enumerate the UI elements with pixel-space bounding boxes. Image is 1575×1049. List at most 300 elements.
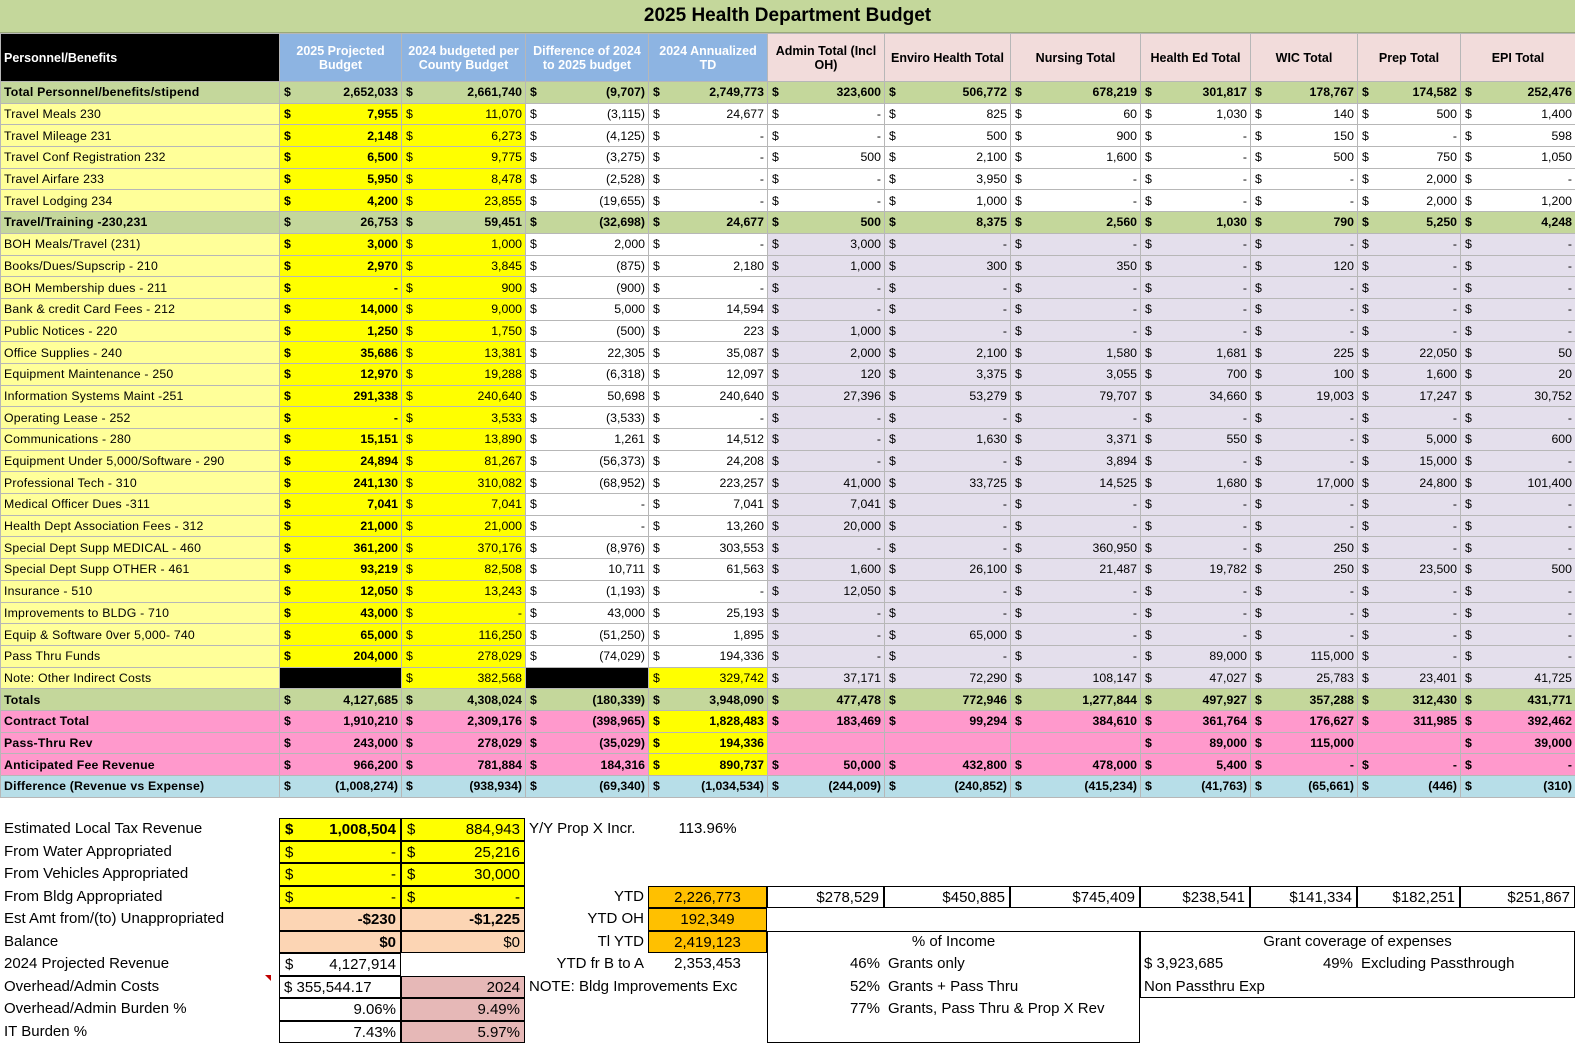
row-label[interactable]: BOH Membership dues - 211 bbox=[1, 277, 280, 299]
table-cell[interactable]: $ 24,208 bbox=[649, 450, 768, 472]
table-cell[interactable]: $ (180,339) bbox=[526, 689, 649, 711]
table-cell[interactable]: $ 14,000 bbox=[280, 298, 402, 320]
table-cell[interactable]: $ 678,219 bbox=[1011, 82, 1141, 104]
table-cell[interactable]: $ 183,469 bbox=[768, 710, 885, 732]
table-cell[interactable]: $ 350 bbox=[1011, 255, 1141, 277]
table-cell[interactable]: $ 19,782 bbox=[1141, 559, 1251, 581]
table-cell[interactable]: $ 3,000 bbox=[280, 233, 402, 255]
table-cell[interactable]: $ 13,243 bbox=[402, 580, 526, 602]
table-cell[interactable]: $ 30,752 bbox=[1461, 385, 1575, 407]
row-label[interactable]: Special Dept Supp OTHER - 461 bbox=[1, 559, 280, 581]
label[interactable]: Grants, Pass Thru & Prop X Rev bbox=[888, 1000, 1105, 1017]
table-cell[interactable]: $ - bbox=[1461, 407, 1575, 429]
table-cell[interactable]: $ 79,707 bbox=[1011, 385, 1141, 407]
table-cell[interactable]: $ - bbox=[885, 320, 1011, 342]
table-cell[interactable]: $ - bbox=[1461, 580, 1575, 602]
table-cell[interactable]: $ 41,000 bbox=[768, 472, 885, 494]
table-cell[interactable]: $ 2,000 bbox=[526, 233, 649, 255]
table-cell[interactable]: $ 497,927 bbox=[1141, 689, 1251, 711]
table-cell[interactable]: $ 24,894 bbox=[280, 450, 402, 472]
table-cell[interactable]: $ 300 bbox=[885, 255, 1011, 277]
table-cell[interactable]: $ 225 bbox=[1251, 342, 1358, 364]
table-cell[interactable]: $ 50 bbox=[1461, 342, 1575, 364]
value-cell[interactable]: 2,353,453 bbox=[674, 955, 741, 972]
row-label[interactable]: Travel/Training -230,231 bbox=[1, 212, 280, 234]
table-cell[interactable]: $ - bbox=[885, 277, 1011, 299]
table-cell[interactable]: $ 1,030 bbox=[1141, 103, 1251, 125]
table-cell[interactable]: $ 7,041 bbox=[402, 494, 526, 516]
table-cell[interactable]: $ (68,952) bbox=[526, 472, 649, 494]
table-cell[interactable]: $ - bbox=[1461, 168, 1575, 190]
table-cell[interactable]: $ - bbox=[1141, 255, 1251, 277]
table-cell[interactable]: $ 4,200 bbox=[280, 190, 402, 212]
table-cell[interactable] bbox=[1011, 732, 1141, 754]
table-cell[interactable]: $ 1,200 bbox=[1461, 190, 1575, 212]
table-cell[interactable]: $ 194,336 bbox=[649, 645, 768, 667]
table-cell[interactable]: $ 477,478 bbox=[768, 689, 885, 711]
table-cell[interactable]: $ - bbox=[1141, 450, 1251, 472]
table-cell[interactable]: $ 700 bbox=[1141, 363, 1251, 385]
column-header[interactable]: Nursing Total bbox=[1011, 34, 1141, 82]
table-cell[interactable]: $ 7,041 bbox=[280, 494, 402, 516]
table-cell[interactable]: $ 1,277,844 bbox=[1011, 689, 1141, 711]
value-cell[interactable]: $0 bbox=[279, 931, 401, 954]
table-cell[interactable]: $ 500 bbox=[768, 212, 885, 234]
table-cell[interactable]: $ - bbox=[768, 298, 885, 320]
column-header[interactable]: WIC Total bbox=[1251, 34, 1358, 82]
table-cell[interactable]: $ 174,582 bbox=[1358, 82, 1461, 104]
table-cell[interactable]: $ 60 bbox=[1011, 103, 1141, 125]
value-cell[interactable]: 2,226,773 bbox=[648, 886, 767, 909]
table-cell[interactable]: $ 2,970 bbox=[280, 255, 402, 277]
table-cell[interactable]: $ 4,308,024 bbox=[402, 689, 526, 711]
table-cell[interactable]: $ 24,677 bbox=[649, 103, 768, 125]
table-cell[interactable]: $ - bbox=[1011, 515, 1141, 537]
table-cell[interactable]: $ - bbox=[1461, 298, 1575, 320]
row-label[interactable]: BOH Meals/Travel (231) bbox=[1, 233, 280, 255]
table-cell[interactable]: $ 14,512 bbox=[649, 429, 768, 451]
table-cell[interactable]: $ (51,250) bbox=[526, 624, 649, 646]
table-cell[interactable]: $ - bbox=[649, 407, 768, 429]
table-cell[interactable]: $ - bbox=[1141, 320, 1251, 342]
row-label[interactable]: Health Dept Association Fees - 312 bbox=[1, 515, 280, 537]
table-cell[interactable]: $ 4,127,685 bbox=[280, 689, 402, 711]
table-cell[interactable]: $ 5,950 bbox=[280, 168, 402, 190]
table-cell[interactable]: $ 243,000 bbox=[280, 732, 402, 754]
row-label[interactable]: Equipment Maintenance - 250 bbox=[1, 363, 280, 385]
table-cell[interactable]: $ (398,965) bbox=[526, 710, 649, 732]
label[interactable]: From Water Appropriated bbox=[4, 842, 172, 860]
table-cell[interactable]: $ 14,594 bbox=[649, 298, 768, 320]
table-cell[interactable]: $ 2,652,033 bbox=[280, 82, 402, 104]
table-cell[interactable]: $ 13,260 bbox=[649, 515, 768, 537]
label[interactable]: YTD OH bbox=[587, 910, 644, 927]
table-cell[interactable]: $ (875) bbox=[526, 255, 649, 277]
table-cell[interactable]: $ 500 bbox=[1251, 147, 1358, 169]
table-cell[interactable]: $ 310,082 bbox=[402, 472, 526, 494]
table-cell[interactable]: $ - bbox=[1358, 494, 1461, 516]
table-cell[interactable]: $ 82,508 bbox=[402, 559, 526, 581]
table-cell[interactable]: $ 790 bbox=[1251, 212, 1358, 234]
dept-ytd-cell[interactable]: $450,885 bbox=[884, 886, 1010, 909]
column-header[interactable]: Personnel/Benefits bbox=[1, 34, 280, 82]
value-cell[interactable]: 46% bbox=[849, 955, 880, 972]
table-cell[interactable]: $ (74,029) bbox=[526, 645, 649, 667]
table-cell[interactable]: $ - bbox=[1251, 168, 1358, 190]
table-cell[interactable]: $ 39,000 bbox=[1461, 732, 1575, 754]
value-cell[interactable]: 49% bbox=[1322, 955, 1353, 972]
table-cell[interactable]: $ 81,267 bbox=[402, 450, 526, 472]
table-cell[interactable]: $ 1,250 bbox=[280, 320, 402, 342]
column-header[interactable]: EPI Total bbox=[1461, 34, 1575, 82]
table-cell[interactable]: $ - bbox=[649, 147, 768, 169]
table-cell[interactable]: $ 500 bbox=[768, 147, 885, 169]
table-cell[interactable]: $ - bbox=[1251, 580, 1358, 602]
table-cell[interactable]: $ (310) bbox=[1461, 776, 1575, 798]
table-cell[interactable]: $ - bbox=[280, 407, 402, 429]
value-cell[interactable]: 7.43% bbox=[279, 1021, 401, 1044]
table-cell[interactable]: $ (69,340) bbox=[526, 776, 649, 798]
table-cell[interactable]: $ 25,193 bbox=[649, 602, 768, 624]
label[interactable]: From Vehicles Appropriated bbox=[4, 865, 189, 882]
table-cell[interactable]: $ (65,661) bbox=[1251, 776, 1358, 798]
row-label[interactable]: Anticipated Fee Revenue bbox=[1, 754, 280, 776]
table-cell[interactable]: $ 22,305 bbox=[526, 342, 649, 364]
table-cell[interactable]: $ 35,686 bbox=[280, 342, 402, 364]
table-cell[interactable]: $ - bbox=[768, 602, 885, 624]
value-cell[interactable]: $ - bbox=[279, 886, 401, 909]
table-cell[interactable]: $ 53,279 bbox=[885, 385, 1011, 407]
table-cell[interactable]: $ (2,528) bbox=[526, 168, 649, 190]
table-cell[interactable]: $ - bbox=[1011, 298, 1141, 320]
column-header[interactable]: Health Ed Total bbox=[1141, 34, 1251, 82]
table-cell[interactable]: $ - bbox=[885, 580, 1011, 602]
table-cell[interactable]: $ - bbox=[885, 450, 1011, 472]
table-cell[interactable]: $ (415,234) bbox=[1011, 776, 1141, 798]
table-cell[interactable]: $ 1,030 bbox=[1141, 212, 1251, 234]
table-cell[interactable]: $ 329,742 bbox=[649, 667, 768, 689]
table-cell[interactable]: $ 21,000 bbox=[280, 515, 402, 537]
value-cell[interactable]: $ - bbox=[279, 863, 401, 886]
table-cell[interactable]: $ 13,381 bbox=[402, 342, 526, 364]
row-label[interactable]: Note: Other Indirect Costs bbox=[1, 667, 280, 689]
value-cell[interactable]: 2,419,123 bbox=[648, 931, 767, 954]
table-cell[interactable]: $ - bbox=[1141, 125, 1251, 147]
table-cell[interactable]: $ 8,478 bbox=[402, 168, 526, 190]
note-text[interactable]: NOTE: Bldg Improvements Exc bbox=[529, 977, 738, 995]
table-cell[interactable]: $ - bbox=[768, 429, 885, 451]
table-cell[interactable]: $ - bbox=[1251, 190, 1358, 212]
table-cell[interactable]: $ - bbox=[1141, 298, 1251, 320]
table-cell[interactable]: $ 500 bbox=[885, 125, 1011, 147]
table-cell[interactable]: $ - bbox=[1358, 125, 1461, 147]
table-cell[interactable]: $ 2,148 bbox=[280, 125, 402, 147]
table-cell[interactable]: $ - bbox=[1358, 298, 1461, 320]
table-cell[interactable]: $ 432,800 bbox=[885, 754, 1011, 776]
table-cell[interactable]: $ 240,640 bbox=[402, 385, 526, 407]
table-cell[interactable]: $ - bbox=[1251, 754, 1358, 776]
table-cell[interactable]: $ 115,000 bbox=[1251, 645, 1358, 667]
table-cell[interactable]: $ - bbox=[649, 125, 768, 147]
column-header[interactable]: Enviro Health Total bbox=[885, 34, 1011, 82]
table-cell[interactable]: $ 101,400 bbox=[1461, 472, 1575, 494]
table-cell[interactable]: $ 178,767 bbox=[1251, 82, 1358, 104]
table-cell[interactable]: $ 1,828,483 bbox=[649, 710, 768, 732]
table-cell[interactable]: $ 1,630 bbox=[885, 429, 1011, 451]
table-cell[interactable]: $ 478,000 bbox=[1011, 754, 1141, 776]
table-cell[interactable]: $ 223 bbox=[649, 320, 768, 342]
table-cell[interactable]: $ (1,193) bbox=[526, 580, 649, 602]
row-label[interactable]: Pass-Thru Rev bbox=[1, 732, 280, 754]
table-cell[interactable]: $ 303,553 bbox=[649, 537, 768, 559]
column-header[interactable]: 2024 Annualized TD bbox=[649, 34, 768, 82]
table-cell[interactable]: $ (6,318) bbox=[526, 363, 649, 385]
table-cell[interactable]: $ 311,985 bbox=[1358, 710, 1461, 732]
label[interactable]: Overhead/Admin Costs bbox=[4, 977, 160, 995]
value-cell[interactable]: $ - bbox=[401, 886, 525, 909]
table-cell[interactable]: $ (4,125) bbox=[526, 125, 649, 147]
table-cell[interactable]: $ 21,487 bbox=[1011, 559, 1141, 581]
table-cell[interactable]: $ 89,000 bbox=[1141, 732, 1251, 754]
table-cell[interactable]: $ - bbox=[649, 168, 768, 190]
table-cell[interactable]: $ - bbox=[768, 277, 885, 299]
table-cell[interactable]: $ - bbox=[1461, 602, 1575, 624]
table-cell[interactable]: $ - bbox=[768, 103, 885, 125]
value-cell[interactable]: $ 355,544.17 bbox=[279, 976, 401, 999]
table-cell[interactable]: $ 150 bbox=[1251, 125, 1358, 147]
table-cell[interactable]: $ 1,400 bbox=[1461, 103, 1575, 125]
table-cell[interactable]: $ 65,000 bbox=[280, 624, 402, 646]
row-label[interactable]: Public Notices - 220 bbox=[1, 320, 280, 342]
table-cell[interactable]: $ - bbox=[1251, 450, 1358, 472]
table-cell[interactable]: $ - bbox=[1251, 602, 1358, 624]
value-cell[interactable]: -$1,225 bbox=[401, 908, 525, 931]
table-cell[interactable]: $ 12,050 bbox=[280, 580, 402, 602]
table-cell[interactable]: $ 23,855 bbox=[402, 190, 526, 212]
table-cell[interactable]: $ - bbox=[885, 537, 1011, 559]
table-cell[interactable]: $ 1,895 bbox=[649, 624, 768, 646]
table-cell[interactable]: $ - bbox=[526, 515, 649, 537]
table-cell[interactable]: $ - bbox=[1251, 320, 1358, 342]
value-cell[interactable]: 2024 bbox=[401, 976, 525, 999]
table-cell[interactable]: $ 12,097 bbox=[649, 363, 768, 385]
table-cell[interactable]: $ 26,753 bbox=[280, 212, 402, 234]
section-heading[interactable]: % of Income bbox=[911, 932, 996, 950]
table-cell[interactable]: $ - bbox=[526, 494, 649, 516]
table-cell[interactable]: $ 361,764 bbox=[1141, 710, 1251, 732]
table-cell[interactable]: $ 2,100 bbox=[885, 147, 1011, 169]
label[interactable]: Y/Y Prop X Incr. bbox=[529, 820, 636, 837]
table-cell[interactable]: $ 370,176 bbox=[402, 537, 526, 559]
table-cell[interactable]: $ - bbox=[1251, 298, 1358, 320]
table-cell[interactable]: $ (3,275) bbox=[526, 147, 649, 169]
value-cell[interactable]: 9.06% bbox=[279, 998, 401, 1021]
table-cell[interactable]: $ 1,680 bbox=[1141, 472, 1251, 494]
table-cell[interactable]: $ 323,600 bbox=[768, 82, 885, 104]
table-cell[interactable]: $ 26,100 bbox=[885, 559, 1011, 581]
table-cell[interactable]: $ - bbox=[1141, 494, 1251, 516]
table-cell[interactable]: $ 5,000 bbox=[526, 298, 649, 320]
table-cell[interactable]: $ 19,288 bbox=[402, 363, 526, 385]
value-cell[interactable]: 9.49% bbox=[401, 998, 525, 1021]
table-cell[interactable]: $ 598 bbox=[1461, 125, 1575, 147]
table-cell[interactable]: $ - bbox=[1141, 277, 1251, 299]
table-cell[interactable]: $ 1,580 bbox=[1011, 342, 1141, 364]
label[interactable]: Balance bbox=[4, 932, 59, 950]
table-cell[interactable]: $ 250 bbox=[1251, 559, 1358, 581]
table-cell[interactable]: $ 431,771 bbox=[1461, 689, 1575, 711]
column-header[interactable]: Difference of 2024 to 2025 budget bbox=[526, 34, 649, 82]
table-cell[interactable]: $ 27,396 bbox=[768, 385, 885, 407]
table-cell[interactable]: $ 1,600 bbox=[768, 559, 885, 581]
table-cell[interactable]: $ - bbox=[1141, 602, 1251, 624]
table-cell[interactable]: $ 176,627 bbox=[1251, 710, 1358, 732]
table-cell[interactable]: $ - bbox=[768, 624, 885, 646]
table-cell[interactable]: $ - bbox=[885, 407, 1011, 429]
table-cell[interactable]: $ - bbox=[1251, 407, 1358, 429]
label[interactable]: 2024 Projected Revenue bbox=[4, 955, 170, 972]
table-cell[interactable]: $ - bbox=[1251, 429, 1358, 451]
table-cell[interactable]: $ 23,500 bbox=[1358, 559, 1461, 581]
table-cell[interactable]: $ - bbox=[1461, 515, 1575, 537]
table-cell[interactable]: $ - bbox=[1011, 168, 1141, 190]
table-cell[interactable]: $ 250 bbox=[1251, 537, 1358, 559]
row-label[interactable]: Operating Lease - 252 bbox=[1, 407, 280, 429]
comment-indicator-icon[interactable] bbox=[265, 975, 271, 981]
table-cell[interactable]: $ - bbox=[1358, 624, 1461, 646]
table-cell[interactable]: $ 4,248 bbox=[1461, 212, 1575, 234]
label[interactable]: Grants + Pass Thru bbox=[888, 977, 1019, 995]
label[interactable]: YTD bbox=[614, 887, 644, 905]
table-cell[interactable]: $ - bbox=[649, 233, 768, 255]
table-cell[interactable]: $ - bbox=[1461, 233, 1575, 255]
row-label[interactable]: Equipment Under 5,000/Software - 290 bbox=[1, 450, 280, 472]
value-cell[interactable]: $ 884,943 bbox=[401, 818, 525, 841]
value-cell[interactable]: $ 25,216 bbox=[401, 841, 525, 864]
table-cell[interactable]: $ - bbox=[1461, 494, 1575, 516]
table-cell[interactable]: $ 21,000 bbox=[402, 515, 526, 537]
table-cell[interactable]: $ 41,725 bbox=[1461, 667, 1575, 689]
dept-ytd-cell[interactable]: $278,529 bbox=[767, 886, 884, 909]
table-cell[interactable]: $ - bbox=[1011, 494, 1141, 516]
table-cell[interactable]: $ 360,950 bbox=[1011, 537, 1141, 559]
table-cell[interactable]: $ 3,948,090 bbox=[649, 689, 768, 711]
table-cell[interactable]: $ 8,375 bbox=[885, 212, 1011, 234]
table-cell[interactable]: $ 301,817 bbox=[1141, 82, 1251, 104]
label[interactable]: Non Passthru Exp bbox=[1144, 977, 1265, 995]
table-cell[interactable]: $ 184,316 bbox=[526, 754, 649, 776]
table-cell[interactable]: $ 2,000 bbox=[768, 342, 885, 364]
table-cell[interactable]: $ 3,000 bbox=[768, 233, 885, 255]
row-label[interactable]: Totals bbox=[1, 689, 280, 711]
table-cell[interactable]: $ (3,533) bbox=[526, 407, 649, 429]
table-cell[interactable]: $ 2,100 bbox=[885, 342, 1011, 364]
table-cell[interactable]: $ 43,000 bbox=[526, 602, 649, 624]
table-cell[interactable]: $ - bbox=[885, 645, 1011, 667]
table-cell[interactable]: $ - bbox=[1141, 147, 1251, 169]
table-cell[interactable]: $ 12,050 bbox=[768, 580, 885, 602]
table-cell[interactable]: $ - bbox=[280, 277, 402, 299]
dept-ytd-cell[interactable]: $251,867 bbox=[1460, 886, 1575, 909]
table-cell[interactable]: $ 900 bbox=[402, 277, 526, 299]
row-label[interactable]: Information Systems Maint -251 bbox=[1, 385, 280, 407]
value-cell[interactable]: 113.96% bbox=[678, 820, 737, 837]
table-cell[interactable]: $ - bbox=[1251, 515, 1358, 537]
table-cell[interactable]: $ 392,462 bbox=[1461, 710, 1575, 732]
table-cell[interactable]: $ (9,707) bbox=[526, 82, 649, 104]
table-cell[interactable] bbox=[526, 667, 649, 689]
table-cell[interactable]: $ 357,288 bbox=[1251, 689, 1358, 711]
table-cell[interactable]: $ - bbox=[649, 580, 768, 602]
table-cell[interactable]: $ - bbox=[402, 602, 526, 624]
table-cell[interactable]: $ 223,257 bbox=[649, 472, 768, 494]
table-cell[interactable]: $ 500 bbox=[1461, 559, 1575, 581]
table-cell[interactable] bbox=[885, 732, 1011, 754]
table-cell[interactable]: $ 252,476 bbox=[1461, 82, 1575, 104]
table-cell[interactable]: $ 278,029 bbox=[402, 732, 526, 754]
row-label[interactable]: Pass Thru Funds bbox=[1, 645, 280, 667]
table-cell[interactable]: $ (1,034,534) bbox=[649, 776, 768, 798]
table-cell[interactable]: $ 20,000 bbox=[768, 515, 885, 537]
table-cell[interactable] bbox=[768, 732, 885, 754]
table-cell[interactable]: $ (32,698) bbox=[526, 212, 649, 234]
table-cell[interactable]: $ - bbox=[768, 190, 885, 212]
table-cell[interactable]: $ - bbox=[1011, 277, 1141, 299]
table-cell[interactable]: $ 2,661,740 bbox=[402, 82, 526, 104]
table-cell[interactable]: $ 825 bbox=[885, 103, 1011, 125]
row-label[interactable]: Professional Tech - 310 bbox=[1, 472, 280, 494]
table-cell[interactable]: $ - bbox=[768, 450, 885, 472]
table-cell[interactable]: $ 6,500 bbox=[280, 147, 402, 169]
table-cell[interactable] bbox=[280, 667, 402, 689]
table-cell[interactable]: $ 10,711 bbox=[526, 559, 649, 581]
table-cell[interactable]: $ (1,008,274) bbox=[280, 776, 402, 798]
table-cell[interactable]: $ 1,050 bbox=[1461, 147, 1575, 169]
table-cell[interactable]: $ 384,610 bbox=[1011, 710, 1141, 732]
row-label[interactable]: Equip & Software 0ver 5,000- 740 bbox=[1, 624, 280, 646]
table-cell[interactable]: $ 37,171 bbox=[768, 667, 885, 689]
value-cell[interactable]: 192,349 bbox=[648, 908, 767, 931]
table-cell[interactable]: $ - bbox=[1011, 580, 1141, 602]
table-cell[interactable]: $ 17,000 bbox=[1251, 472, 1358, 494]
row-label[interactable]: Medical Officer Dues -311 bbox=[1, 494, 280, 516]
table-cell[interactable]: $ 24,800 bbox=[1358, 472, 1461, 494]
table-cell[interactable]: $ 600 bbox=[1461, 429, 1575, 451]
table-cell[interactable]: $ 15,000 bbox=[1358, 450, 1461, 472]
table-cell[interactable]: $ 1,261 bbox=[526, 429, 649, 451]
table-cell[interactable]: $ 900 bbox=[1011, 125, 1141, 147]
table-cell[interactable]: $ 1,681 bbox=[1141, 342, 1251, 364]
row-label[interactable]: Special Dept Supp MEDICAL - 460 bbox=[1, 537, 280, 559]
column-header[interactable]: 2024 budgeted per County Budget bbox=[402, 34, 526, 82]
table-cell[interactable]: $ - bbox=[1358, 580, 1461, 602]
table-cell[interactable]: $ 3,845 bbox=[402, 255, 526, 277]
table-cell[interactable]: $ 1,910,210 bbox=[280, 710, 402, 732]
table-cell[interactable]: $ - bbox=[1358, 754, 1461, 776]
table-cell[interactable]: $ 772,946 bbox=[885, 689, 1011, 711]
row-label[interactable]: Insurance - 510 bbox=[1, 580, 280, 602]
table-cell[interactable]: $ - bbox=[1461, 450, 1575, 472]
table-cell[interactable]: $ (19,655) bbox=[526, 190, 649, 212]
value-cell[interactable]: $ 3,923,685 bbox=[1144, 955, 1224, 972]
table-cell[interactable]: $ - bbox=[1141, 190, 1251, 212]
table-cell[interactable]: $ 100 bbox=[1251, 363, 1358, 385]
table-cell[interactable]: $ - bbox=[1358, 515, 1461, 537]
table-cell[interactable]: $ - bbox=[1461, 277, 1575, 299]
value-cell[interactable]: $0 bbox=[401, 931, 525, 954]
table-cell[interactable]: $ 115,000 bbox=[1251, 732, 1358, 754]
table-cell[interactable]: $ 9,000 bbox=[402, 298, 526, 320]
